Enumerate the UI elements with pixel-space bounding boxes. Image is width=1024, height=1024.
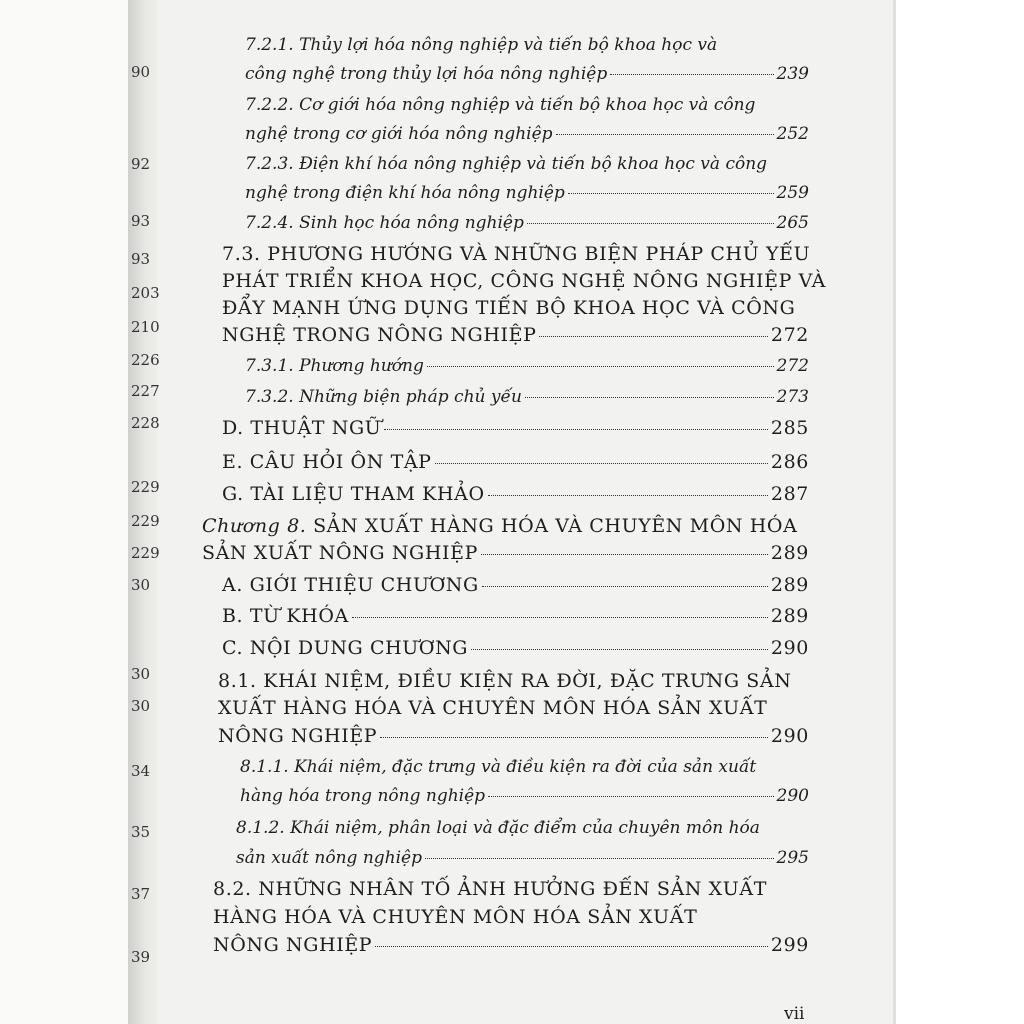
toc-entry[interactable] [245, 356, 809, 376]
prev-page-number: 30 [131, 697, 151, 715]
toc-entry-title: hàng hóa trong nông nghiệp [240, 786, 486, 806]
dot-leader [425, 858, 774, 859]
dot-leader [610, 74, 773, 75]
dot-leader [556, 134, 774, 135]
toc-entry-title: D. THUẬT NGỮ [222, 417, 382, 439]
prev-page-number: 93 [131, 250, 151, 268]
toc-page-number: 295 [776, 848, 809, 868]
dot-leader [539, 336, 767, 337]
toc-page-number: 272 [776, 356, 809, 376]
prev-page-number: 226 [131, 351, 160, 369]
prev-page-number: 30 [131, 576, 151, 594]
toc-page-number: 290 [776, 786, 809, 806]
dot-leader [482, 586, 768, 587]
dot-leader [525, 397, 774, 398]
toc-entry-title: 8.1.2. Khái niệm, phân loại và đặc điểm của chuyên môn hóa [236, 818, 760, 838]
toc-entry-title: NÔNG NGHIỆP [218, 725, 378, 747]
prev-page-number: 229 [131, 544, 160, 562]
toc-entry[interactable] [222, 417, 809, 439]
toc-entry-title: công nghệ trong thủy lợi hóa nông nghiệp [245, 64, 608, 84]
toc-page-number: 286 [770, 451, 809, 473]
prev-page-number: 39 [131, 948, 151, 966]
toc-entry-title: 7.3. PHƯƠNG HƯỚNG VÀ NHỮNG BIỆN PHÁP CHỦ YẾU [222, 243, 811, 265]
toc-entry-title: E. CÂU HỎI ÔN TẬP [222, 451, 432, 473]
toc-entry-title: XUẤT HÀNG HÓA VÀ CHUYÊN MÔN HÓA SẢN XUẤT [218, 697, 768, 719]
toc-entry-title: 7.2.2. Cơ giới hóa nông nghiệp và tiến bộ khoa học và công [245, 95, 756, 115]
toc-entry-title: nghệ trong điện khí hóa nông nghiệp [245, 183, 565, 203]
dot-leader [568, 193, 774, 194]
dot-leader [380, 737, 768, 738]
dot-leader [435, 463, 768, 464]
dot-leader [384, 429, 768, 430]
toc-entry-title: 8.1. KHÁI NIỆM, ĐIỀU KIỆN RA ĐỜI, ĐẶC TRƯNG SẢN [218, 670, 792, 692]
toc-entry-title: HÀNG HÓA VÀ CHUYÊN MÔN HÓA SẢN XUẤT [213, 906, 698, 928]
dot-leader [527, 223, 774, 224]
toc-page-number: 239 [776, 64, 809, 84]
chapter-heading [202, 515, 797, 537]
toc-entry-title: B. TỪ KHÓA [222, 605, 349, 627]
toc-entry-title: sản xuất nông nghiệp [236, 848, 422, 868]
dot-leader [481, 554, 768, 555]
toc-entry[interactable] [222, 637, 809, 659]
toc-entry-title: 8.2. NHỮNG NHÂN TỐ ẢNH HƯỞNG ĐẾN SẢN XUẤT [213, 878, 767, 900]
toc-entry-title: PHÁT TRIỂN KHOA HỌC, CÔNG NGHỆ NÔNG NGHIỆP VÀ [222, 270, 826, 292]
prev-page-number: 30 [131, 665, 151, 683]
toc-entry-title: A. GIỚI THIỆU CHƯƠNG [222, 574, 479, 596]
dot-leader [427, 366, 774, 367]
toc-page-number: 290 [770, 725, 809, 747]
toc-entry[interactable] [240, 786, 809, 806]
toc-page-number: 272 [770, 324, 809, 346]
toc-entry[interactable] [245, 213, 809, 233]
chapter-title: SẢN XUẤT HÀNG HÓA VÀ CHUYÊN MÔN HÓA [313, 515, 798, 537]
prev-page-number: 93 [131, 212, 151, 230]
page-number: vii [784, 1004, 805, 1024]
toc-entry-title: C. NỘI DUNG CHƯƠNG [222, 637, 469, 659]
toc-page-number: 289 [770, 605, 809, 627]
dot-leader [488, 495, 768, 496]
chapter-label: Chương 8. [202, 515, 307, 537]
prev-page-number: 35 [131, 823, 151, 841]
toc-entry-title: nghệ trong cơ giới hóa nông nghiệp [245, 124, 553, 144]
toc-entry[interactable] [245, 124, 809, 144]
toc-entry[interactable] [245, 183, 809, 203]
prev-page-number: 203 [131, 284, 160, 302]
toc-entry-title: 7.3.1. Phương hướng [245, 356, 424, 376]
toc-entry[interactable] [222, 605, 809, 627]
toc-page-number: 273 [776, 387, 809, 407]
toc-entry[interactable] [245, 64, 809, 84]
prev-page-number: 228 [131, 414, 160, 432]
toc-page-number: 252 [776, 124, 809, 144]
toc-page-number: 289 [770, 574, 809, 596]
toc-entry-title: NÔNG NGHIỆP [213, 934, 373, 956]
toc-entry-title: 7.2.1. Thủy lợi hóa nông nghiệp và tiến bộ khoa học và [245, 35, 718, 55]
prev-page-number: 210 [131, 318, 160, 336]
toc-entry[interactable] [213, 934, 809, 956]
dot-leader [488, 796, 773, 797]
toc-page-number: 285 [770, 417, 809, 439]
toc-entry[interactable] [202, 542, 809, 564]
prev-page-number: 227 [131, 382, 160, 400]
prev-page-number: 90 [131, 63, 151, 81]
dot-leader [352, 617, 768, 618]
toc-page-number: 299 [770, 934, 809, 956]
toc-page-number: 259 [776, 183, 809, 203]
prev-page-number: 229 [131, 478, 160, 496]
toc-entry[interactable] [222, 574, 809, 596]
toc-entry-title: 7.2.4. Sinh học hóa nông nghiệp [245, 213, 524, 233]
dot-leader [375, 946, 768, 947]
prev-page-number: 229 [131, 512, 160, 530]
toc-entry[interactable] [222, 451, 809, 473]
dot-leader [471, 649, 768, 650]
toc-entry[interactable] [222, 483, 809, 505]
toc-entry-title: SẢN XUẤT NÔNG NGHIỆP [202, 542, 478, 564]
toc-entry-title: 8.1.1. Khái niệm, đặc trưng và điều kiện ra đời của sản xuất [240, 757, 757, 777]
toc-entry-title: NGHỆ TRONG NÔNG NGHIỆP [222, 324, 537, 346]
toc-entry[interactable] [218, 725, 809, 747]
toc-entry-title: G. TÀI LIỆU THAM KHẢO [222, 483, 485, 505]
prev-page-number: 37 [131, 885, 151, 903]
toc-page-number: 289 [770, 542, 809, 564]
toc-page-number: 265 [776, 213, 809, 233]
toc-entry-title: 7.2.3. Điện khí hóa nông nghiệp và tiến bộ khoa học và công [245, 154, 768, 174]
toc-entry[interactable] [222, 324, 809, 346]
toc-entry[interactable] [236, 848, 809, 868]
toc-entry-title: 7.3.2. Những biện pháp chủ yếu [245, 387, 522, 407]
prev-page-number: 34 [131, 762, 151, 780]
toc-entry-title: ĐẨY MẠNH ỨNG DỤNG TIẾN BỘ KHOA HỌC VÀ CÔNG [222, 297, 796, 319]
toc-page-number: 290 [770, 637, 809, 659]
toc-entry[interactable] [245, 387, 809, 407]
toc-page-number: 287 [770, 483, 809, 505]
prev-page-number: 92 [131, 155, 151, 173]
